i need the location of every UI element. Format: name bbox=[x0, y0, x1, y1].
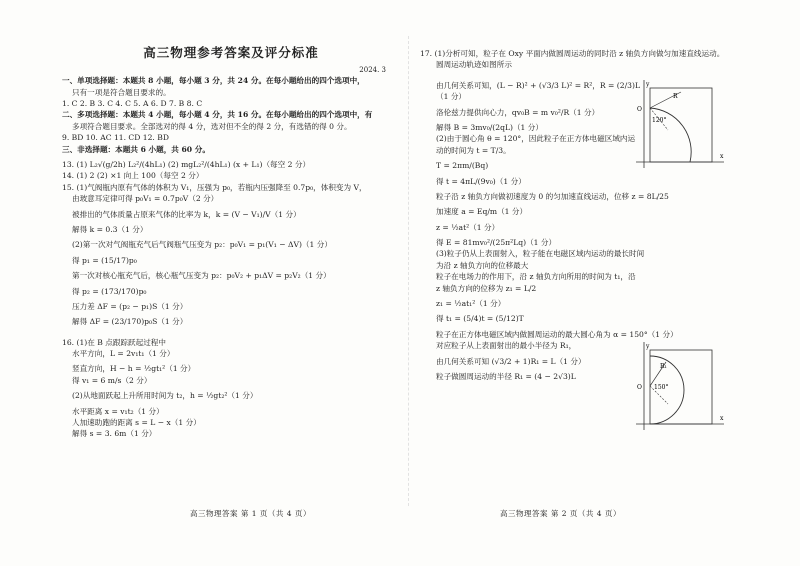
answers-1-8: 1. C 2. B 3. C 4. C 5. A 6. D 7. B 8. C bbox=[62, 99, 203, 109]
answer-16-part2: (2)从地面跃起上升所用时间为 t₂，h = ½gt₂²（1 分） bbox=[72, 391, 258, 401]
section-2-heading-cont: 多项符合题目要求。全部选对的得 4 分，选对但不全的得 2 分，有选错的得 0 分。 bbox=[72, 121, 352, 131]
answer-17-line: 圆周运动轨迹如图所示 bbox=[436, 60, 512, 70]
answer-15-line: 压力差 ΔF = (p₂ − p₁)S（1 分） bbox=[72, 301, 188, 311]
footer-page-1: 高三物理答案 第 1 页（共 4 页） bbox=[190, 509, 311, 518]
answer-17-line: 加速度 a = Eq/m（1 分） bbox=[436, 207, 528, 217]
answer-15-part2: (2)第一次对气阀瓶充气后气阀瓶气压变为 p₂：p₀V₁ = p₁(V₁ − ΔV)（1 分） bbox=[72, 240, 332, 250]
answer-17-line: 由几何关系可知，(L − R)² + (√3/3 L)² = R²，R = (2/3)L（1 分） bbox=[436, 80, 640, 102]
answer-15-part1: 15. (1)气阀瓶内原有气体的体积为 V₁，压强为 p₀，若瓶内压强降至 0.7p₀，体积变为 V， bbox=[62, 182, 367, 192]
answer-17-line: 粒子在电场力的作用下，沿 z 轴负方向所用的时间为 t₁，沿 bbox=[436, 272, 636, 282]
answer-13: 13. (1) L₂√(g/2h) L₂²/(4hL₁) (2) mgL₂²/(4hL₁) (x + L₁)（每空 2 分） bbox=[62, 159, 311, 169]
answer-17-line: 为沿 z 轴负方向的位移最大 bbox=[436, 260, 529, 270]
answers-9-12: 9. BD 10. AC 11. CD 12. BD bbox=[62, 133, 169, 143]
answer-16-line: 得 v₁ = 6 m/s（2 分） bbox=[72, 375, 152, 385]
answer-17-line: 得 E = 81mv₀²/(25π²Lq)（1 分） bbox=[436, 238, 557, 248]
section-2-heading: 二、多项选择题：本题共 4 小题，每小题 4 分，共 16 分。在每小题给出的四个选项中，有 bbox=[62, 110, 373, 120]
origin-label: O bbox=[637, 106, 642, 113]
exam-date: 2024. 3 bbox=[359, 65, 386, 74]
answer-15-line: 得 p₂ = (173/170)p₀ bbox=[72, 286, 147, 296]
answer-15-line: 被排出的气体质量占原来气体的比率为 k，k = (V − V₁)/V（1 分） bbox=[72, 209, 301, 219]
answer-17-part1: 17. (1)分析可知，粒子在 Oxy 平面内做圆周运动的同时沿 z 轴负方向做匀加速直线运动。 bbox=[420, 49, 725, 58]
answer-17-line: z = ½at²（1 分） bbox=[436, 222, 500, 232]
origin-label: O bbox=[637, 384, 642, 391]
answer-17-line: 得 t = 4πL/(9v₀)（1 分） bbox=[436, 176, 526, 186]
angle-label: 120° bbox=[652, 117, 667, 124]
answer-16-line: 解得 s = 3. 6m（1 分） bbox=[72, 429, 157, 439]
answer-17-line: 解得 B = 3mv₀/(2qL)（1 分） bbox=[436, 122, 543, 132]
answer-17-line: 粒子在正方体电磁区域内做圆周运动的最大圆心角为 α = 150°（1 分） bbox=[436, 329, 678, 339]
answer-17-line: z 轴负方向的位移为 z₁ = L/2 bbox=[436, 283, 537, 293]
answer-16-line: 人加速助跑的距离 s = L − x（1 分） bbox=[72, 418, 201, 428]
section-1-heading: 一、单项选择题：本题共 8 小题，每小题 3 分，共 24 分。在每小题给出的四个选项中， bbox=[62, 76, 365, 86]
answer-17-line: 得 t₁ = (5/4)t = (5/12)T bbox=[436, 314, 524, 324]
answer-17-line: 洛伦兹力提供向心力，qv₀B = m v₀²/R（1 分） bbox=[436, 107, 600, 117]
answer-17-part2: (2)由于圆心角 θ = 120°，因此粒子在正方体电磁区域内运 bbox=[436, 134, 636, 144]
answer-17-line: T = 2πm/(Bq) bbox=[436, 161, 489, 171]
answer-15-line: 解得 ΔF = (23/170)p₀S（1 分） bbox=[72, 317, 188, 327]
answer-17-line: 粒子沿 z 轴负方向做初速度为 0 的匀加速直线运动，位移 z = 8L/25 bbox=[436, 191, 669, 201]
page-divider bbox=[408, 36, 409, 506]
answer-15-line: 由玻意耳定律可得 p₀V₁ = 0.7p₀V（2 分） bbox=[72, 194, 219, 204]
answer-17-line: 对应粒子从上表面射出的最小半径为 R₁， bbox=[436, 341, 577, 351]
answer-17-line: 粒子做圆周运动的半径 R₁ = (4 − 2√3)L bbox=[436, 371, 576, 381]
x-axis-label: x bbox=[720, 415, 724, 422]
radius-label: R₁ bbox=[660, 363, 667, 370]
y-axis-label: y bbox=[646, 81, 650, 88]
answer-16-line: 竖直方向，H − h = ½gt₁²（1 分） bbox=[72, 364, 196, 374]
answer-16-line: 水平方向，L = 2v₁t₁（1 分） bbox=[72, 349, 175, 359]
answer-17-part3: (3)粒子仍从上表面射入，粒子能在电磁区域内运动的最长时间 bbox=[436, 249, 645, 259]
answer-17-line: z₁ = ½at₁²（1 分） bbox=[436, 299, 506, 309]
radius-label: R bbox=[673, 93, 678, 100]
trajectory-figure-1 bbox=[628, 78, 728, 174]
answer-15-line: 第一次对核心瓶充气后，核心瓶气压变为 p₂：p₀V₂ + p₁ΔV = p₂V₂（1 分） bbox=[72, 271, 331, 281]
answer-15-line: 得 p₁ = (15/17)p₀ bbox=[72, 255, 137, 265]
angle-label: 150° bbox=[654, 384, 669, 391]
answer-16-line: 水平距离 x = v₁t₂（1 分） bbox=[72, 406, 164, 416]
x-axis-label: x bbox=[720, 153, 724, 160]
answer-14: 14. (1) 2 (2) ×1 向上 100（每空 2 分） bbox=[62, 171, 204, 181]
section-1-heading-cont: 只有一项是符合题目要求的。 bbox=[72, 87, 171, 97]
answer-16-part1: 16. (1)在 B 点跟踪跃起过程中 bbox=[62, 337, 166, 347]
footer-page-2: 高三物理答案 第 2 页（共 4 页） bbox=[500, 509, 621, 518]
answer-17-line: 动的时间为 t = T/3。 bbox=[436, 145, 511, 155]
answer-17-line: 由几何关系可知 (√3/2 + 1)R₁ = L（1 分） bbox=[436, 356, 586, 366]
section-3-heading: 三、非选择题：本题共 6 小题，共 60 分。 bbox=[62, 144, 210, 154]
page-title: 高三物理参考答案及评分标准 bbox=[143, 45, 319, 60]
answer-15-line: 解得 k = 0.3（1 分） bbox=[72, 224, 148, 234]
page-1 bbox=[62, 40, 400, 540]
trajectory-figure-2 bbox=[628, 340, 728, 436]
y-axis-label: y bbox=[646, 343, 650, 350]
